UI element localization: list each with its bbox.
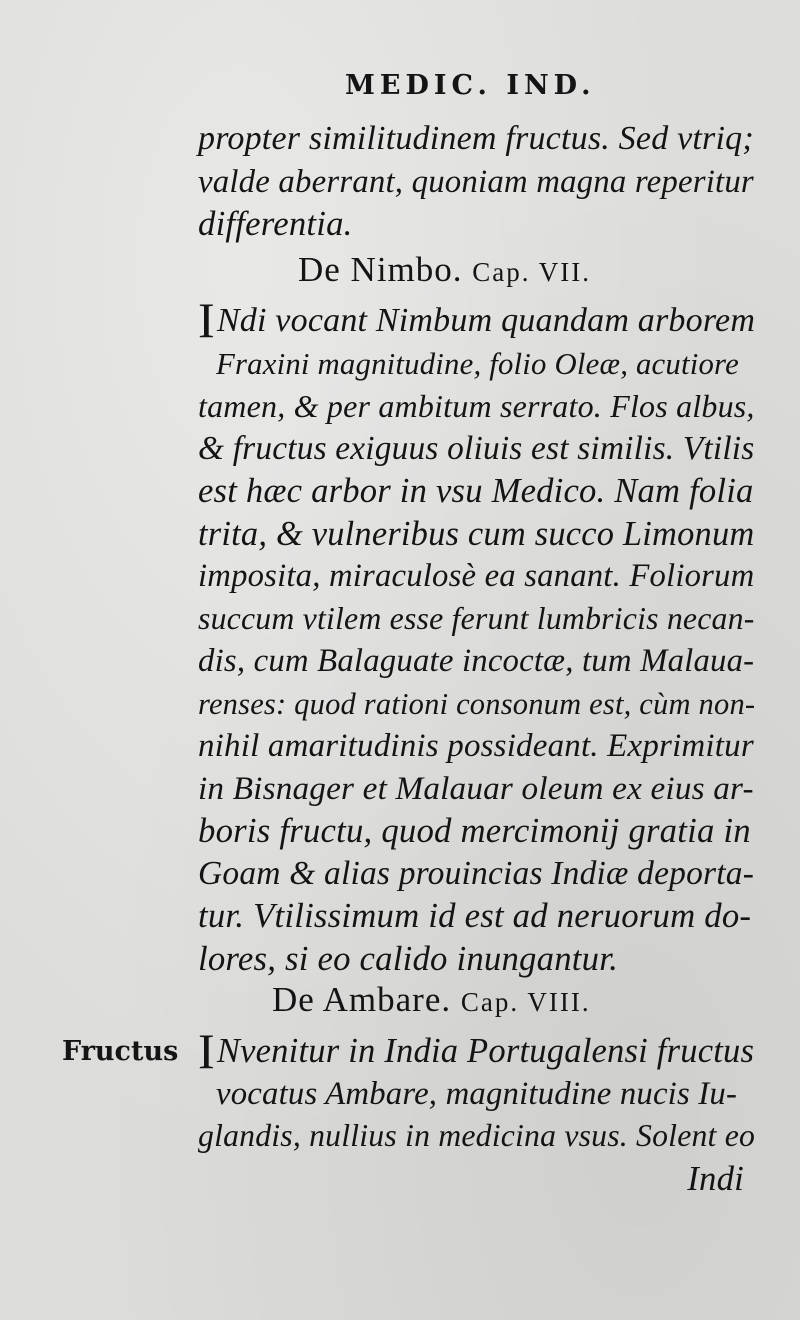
text-line: & fructus exiguus oliuis est similis. Vtilis [198,429,755,467]
chapter8-text-block [198,1023,758,1200]
text-line: tamen, & per ambitum serrato. Flos albus, [198,388,755,424]
chapter8-title: De Ambare. [272,980,452,1019]
text-line: Goam & alias prouincias Indiæ deporta- [198,854,755,892]
chapter7-title: De Nimbo. [298,250,463,289]
text-line-first: INvenitur in India Portugalensi fructus [198,1023,755,1079]
text-line: renses: quod rationi consonum est, cùm non- [198,686,756,721]
text-line: imposita, miraculosè ea sanant. Foliorum [198,558,755,594]
text-line: in Bisnager et Malauar oleum ex eius ar- [198,769,754,807]
text-line: est hæc arbor in vsu Medico. Nam folia [198,472,754,510]
text-line: vocatus Ambare, magnitudine nucis Iu- [216,1075,738,1112]
text-line: Fraxini magnitudine, folio Oleæ, acutiore [216,346,739,381]
text-line: glandis, nullius in medicina vsus. Solent eo [198,1118,756,1153]
text-line: nihil amaritudinis possideant. Exprimitur [198,728,754,764]
chapter8-cap: Cap. VIII. [460,987,591,1017]
text-line: succum vtilem esse ferunt lumbricis necan- [198,600,755,636]
catchword: Indi [687,1158,744,1198]
running-head: MEDIC. IND. [345,70,596,101]
margin-note: Fructus [62,1036,179,1067]
text-line-first: INdi vocant Nimbum quandam arborem [198,292,756,348]
chapter7-cap: Cap. VII. [472,257,592,287]
text-line: differentia. [198,204,353,243]
text-line: trita, & vulneribus cum succo Limonum [198,514,755,553]
text-line: lores, si eo calido inungantur. [198,938,618,978]
text-line: valde aberrant, quoniam magna reperitur [198,163,754,200]
chapter7-heading [298,250,591,290]
text-line: boris fructu, quod mercimonij gratia in [198,811,751,850]
chapter7-text-block [198,292,758,980]
text-line: dis, cum Balaguate incoctæ, tum Malaua- [198,643,755,679]
top-text-block [198,118,758,246]
text-line: propter similitudinem fructus. Sed vtriq; [198,120,754,157]
drop-initial: I [198,1023,215,1079]
drop-initial: I [198,292,215,348]
text-line: tur. Vtilissimum id est ad neruorum do- [198,896,752,935]
chapter8-heading [272,980,591,1020]
